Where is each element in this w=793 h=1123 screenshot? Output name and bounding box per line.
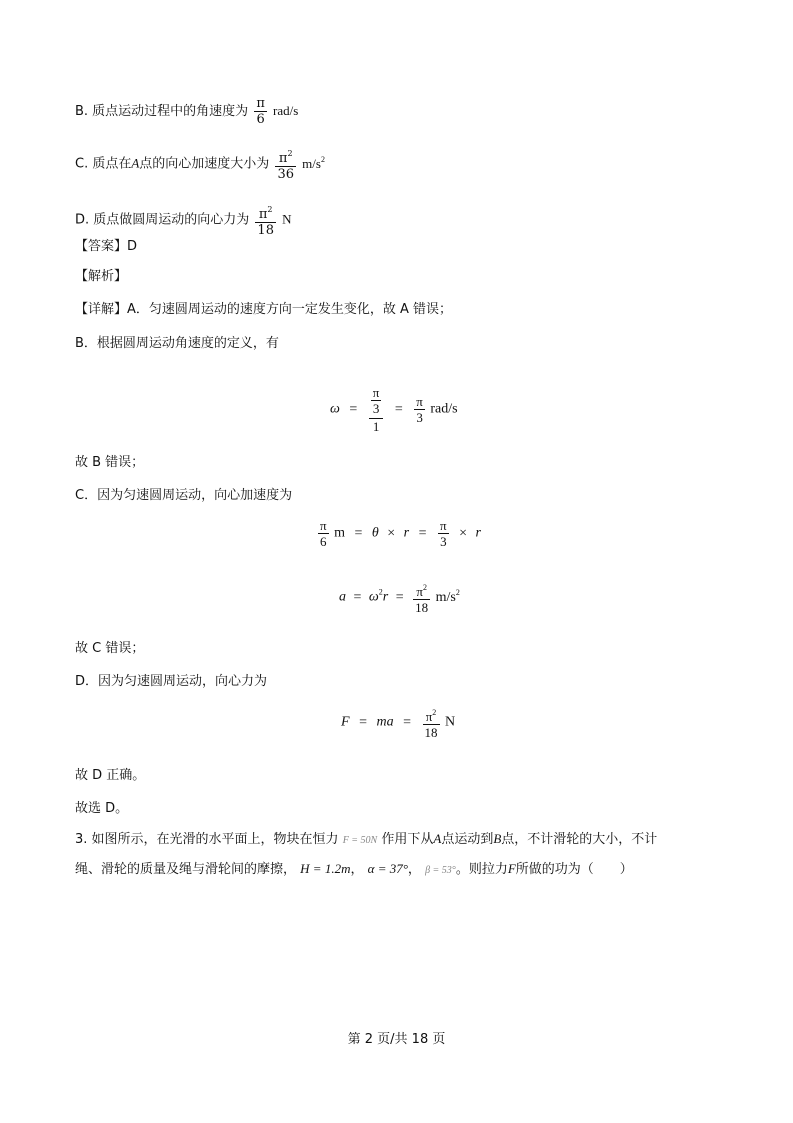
option-c: C. 质点在A点的向心加速度大小为 $\frac{\pi^2}{36}$ $m/s^2$ [75,146,325,182]
height-value: H = 1.2m [300,861,351,876]
detail-b-line: B．根据圆周运动角速度的定义，有 [75,336,279,351]
detail-c-line: C．因为匀速圆周运动，向心加速度为 [75,488,293,503]
option-b [75,96,298,127]
question3-line2: 绳、滑轮的质量及绳与滑轮间的摩擦， H = 1.2m， α = 37°， β = 53°。则拉力F所做的功为（ ） [75,861,633,877]
page-footer: 第 2 页/共 18 页 [347,1032,446,1047]
equation-acceleration: $a = \omega^2r$ = $\frac{\pi^2}{18}$ $m/s^2$ [339,583,460,615]
detail-b-wrong: 故 B 错误； [75,455,145,470]
force-value: F = 50N [342,835,378,846]
alpha-value: α = 37° [367,861,408,876]
point-a: A [131,155,140,171]
question3-line1: 3. 如图所示，在光滑的水平面上，物块在恒力 F = 50N 作用下从A点运动到B点，不计滑轮的大小，不计 [75,831,658,847]
option-d-fraction: $\frac{\pi^2}{18}$ [257,205,274,238]
option-b-fraction: $\frac{\pi}{6}$ [256,96,265,127]
option-c-unit: $m/s^2$ [302,154,325,171]
equation-force: F = ma = $\frac{\pi^2}{18}$ N [341,708,456,740]
option-d-unit: N [282,211,292,227]
option-b-unit: rad/s [273,103,299,118]
option-d [75,202,292,238]
beta-value: β = 53° [425,865,456,876]
detail-d-right: 故 D 正确。 [75,768,146,783]
answer-line: 【答案】D [75,239,138,254]
option-c-fraction: $\frac{\pi^2}{36}$ [277,149,294,182]
equation-pi-over-6: $\frac{\pi}{6}$ m = θ × r = $\frac{\pi}{3}$ × r [320,518,481,549]
detail-a-line: 【详解】A．匀速圆周运动的速度方向一定发生变化，故 A 错误； [75,302,453,317]
analysis-label: 【解析】 [75,269,128,284]
detail-d-line: D．因为匀速圆周运动，向心力为 [75,674,268,689]
option-d-text: D. 质点做圆周运动的向心力为 [75,212,250,228]
detail-choose: 故选 D。 [75,801,129,816]
equation-omega: ω = $\frac{\frac{\pi}{3}}{1}$ = $\frac{\pi}{3}$ rad/s [330,385,458,434]
detail-c-wrong: 故 C 错误； [75,641,145,656]
option-b-text: B. 质点运动过程中的角速度为 [75,104,249,119]
